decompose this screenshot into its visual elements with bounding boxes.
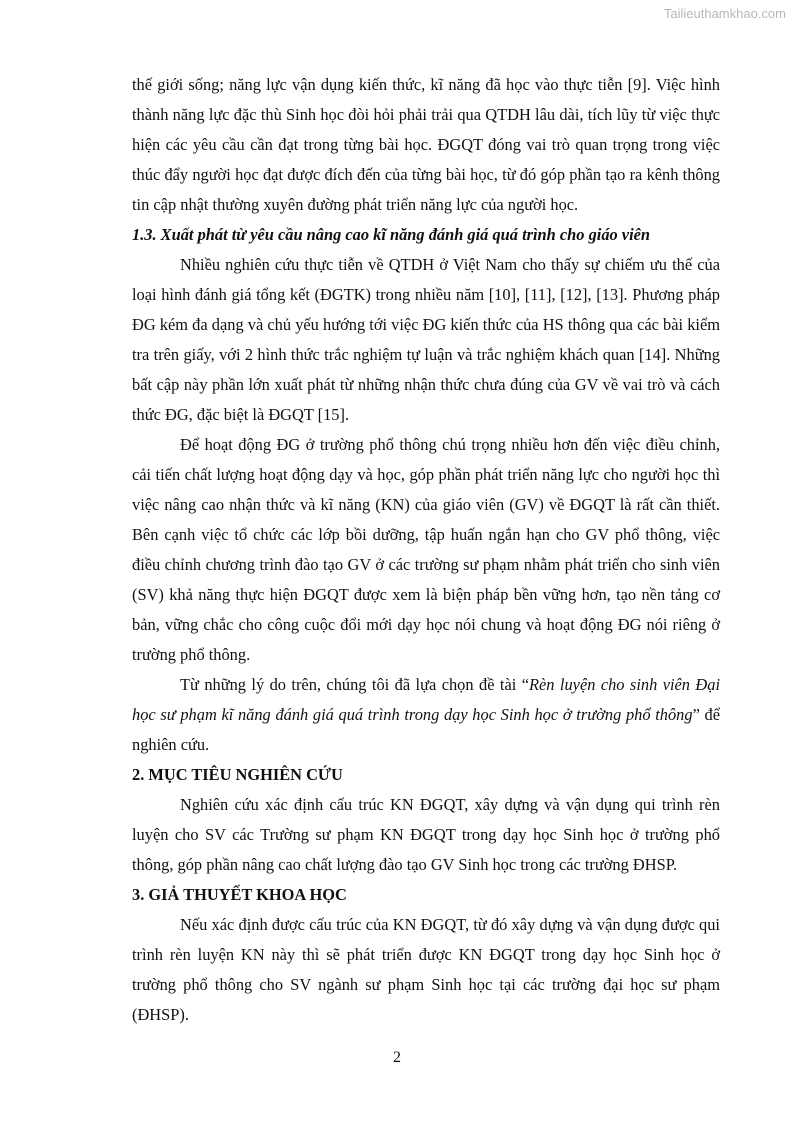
page-number: 2: [393, 1049, 401, 1066]
topic-title: Rèn luyện cho sinh viên Đại học sư phạm kĩ năng đánh giá quá trình trong dạy học Sinh học ở trường phổ thông: [132, 675, 721, 724]
paragraph: Để hoạt động ĐG ở trường phổ thông chú trọng nhiều hơn đến việc điều chỉnh, cải tiến chất lượng hoạt động dạy và học, góp phần phát triển năng lực cho người học thì việc nâng cao nhận thức và kĩ năng (KN) của giáo viên (GV) về ĐGQT là rất cần thiết. Bên cạnh việc tổ chức các lớp bồi dưỡng, tập huấn ngắn hạn cho GV phổ thông, việc điều chỉnh chương trình đào tạo GV ở các trường sư phạm nhằm phát triển cho sinh viên (SV) khả năng thực hiện ĐGQT được xem là biện pháp bền vững hơn, tạo nền tảng cơ bản, vững chắc cho công cuộc đổi mới dạy học nói chung và hoạt động ĐG nói riêng ở trường phổ thông.: [132, 435, 720, 664]
section-heading-2: 2. MỤC TIÊU NGHIÊN CỨU: [132, 765, 343, 784]
topic-intro-text: Từ những lý do trên, chúng tôi đã lựa chọn đề tài “: [180, 675, 529, 694]
topic-outro-text: ” để nghiên cứu.: [132, 705, 721, 754]
paragraph: Nhiều nghiên cứu thực tiễn về QTDH ở Việt Nam cho thấy sự chiếm ưu thế của loại hình đánh giá tổng kết (ĐGTK) trong nhiều năm [10], [11], [12], [13]. Phương pháp ĐG kém đa dạng và chủ yếu hướng tới việc ĐG kiến thức của HS thông qua các bài kiểm tra trên giấy, với 2 hình thức trắc nghiệm tự luận và trắc nghiệm khách quan [14]. Những bất cập này phần lớn xuất phát từ những nhận thức chưa đúng của GV về vai trò và cách thức ĐG, đặc biệt là ĐGQT [15].: [132, 255, 720, 424]
paragraph: Nếu xác định được cấu trúc của KN ĐGQT, từ đó xây dựng và vận dụng được qui trình rèn luyện KN này thì sẽ phát triển được KN ĐGQT trong dạy học Sinh học ở trường phổ thông cho SV ngành sư phạm Sinh học tại các trường đại học sư phạm (ĐHSP).: [132, 915, 720, 1024]
document-body: [132, 70, 720, 1030]
watermark-text: Tailieuthamkhao.com: [663, 6, 786, 21]
paragraph: Nghiên cứu xác định cấu trúc KN ĐGQT, xây dựng và vận dụng qui trình rèn luyện cho SV các Trường sư phạm KN ĐGQT trong dạy học Sinh học ở trường phổ thông, góp phần nâng cao chất lượng đào tạo GV Sinh học trong các trường ĐHSP.: [132, 795, 720, 874]
paragraph-topic: [132, 670, 720, 760]
section-heading-1-3: 1.3. Xuất phát từ yêu cầu nâng cao kĩ năng đánh giá quá trình cho giáo viên: [132, 225, 651, 244]
paragraph-continuation: thế giới sống; năng lực vận dụng kiến thức, kĩ năng đã học vào thực tiễn [9]. Việc hình thành năng lực đặc thù Sinh học đòi hỏi phải trải qua QTDH lâu dài, tích lũy từ việc thực hiện các yêu cầu cần đạt trong từng bài học. ĐGQT đóng vai trò quan trọng trong việc thúc đẩy người học đạt được đích đến của từng bài học, từ đó góp phần tạo ra kênh thông tin cập nhật thường xuyên đường phát triển năng lực của người học.: [132, 75, 720, 214]
section-heading-3: 3. GIẢ THUYẾT KHOA HỌC: [132, 885, 347, 904]
